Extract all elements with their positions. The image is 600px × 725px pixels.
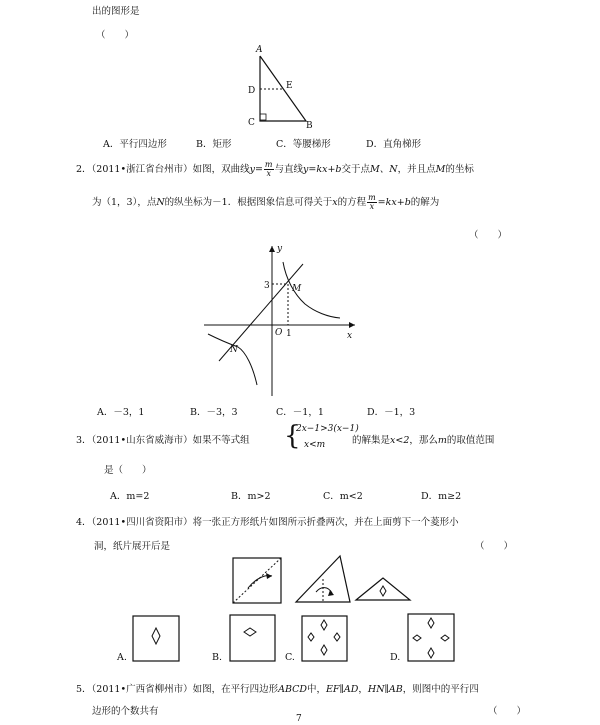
q4-label-c: C. bbox=[285, 652, 295, 663]
label-E: E bbox=[286, 81, 293, 91]
q4-answer-paren: （ ） bbox=[475, 541, 514, 552]
q1-option-c: C．等腰梯形 bbox=[276, 139, 331, 150]
q3-option-a: A．m=2 bbox=[110, 491, 150, 502]
q2-line2: 为（1，3），点N的纵坐标为－1．根据图象信息可得关于x的方程 $\frac{m}{x}$ =kx+b的解为 bbox=[92, 193, 440, 211]
question-continuation: 出的图形是 bbox=[92, 6, 140, 17]
point-label-n: N bbox=[230, 345, 238, 355]
q3-line2: 是（ ） bbox=[104, 465, 152, 476]
q2-option-c: C．－1，1 bbox=[276, 407, 324, 418]
axis-label-x: x bbox=[347, 331, 353, 341]
origin-label: O bbox=[275, 328, 283, 338]
inequality-brace: { bbox=[284, 421, 301, 451]
q1-option-a: A．平行四边形 bbox=[103, 139, 167, 150]
q5-line2: 边形的个数共有 bbox=[92, 706, 159, 717]
q4-line1: 4．（2011•四川省资阳市）将一张正方形纸片如图所示折叠两次，并在上面剪下一个菱形小 bbox=[76, 517, 459, 528]
q3-line1-rest: 的解集是x<2，那么m的取值范围 bbox=[352, 435, 495, 446]
answer-paren: （ ） bbox=[96, 30, 135, 41]
q4-label-d: D. bbox=[390, 652, 401, 663]
q5-answer-paren: （ ） bbox=[488, 706, 527, 717]
label-B: B bbox=[306, 121, 313, 131]
inequality-1: 2x−1>3(x−1) bbox=[296, 424, 359, 434]
label-A: A bbox=[256, 45, 263, 55]
q3-option-c: C．m<2 bbox=[323, 491, 363, 502]
q4-label-a: A. bbox=[117, 652, 127, 663]
axis-label-y: y bbox=[277, 244, 283, 254]
q4-line2: 洞，纸片展开后是 bbox=[94, 541, 171, 552]
tick-label-3: 3 bbox=[264, 281, 270, 291]
q5-line1: 5．（2011•广西省柳州市）如图，在平行四边形ABCD中，EF∥AD，HN∥AB，则图中的平行四 bbox=[76, 684, 479, 695]
q2-option-d: D．－1，3 bbox=[367, 407, 416, 418]
q2-option-b: B．－3，3 bbox=[190, 407, 238, 418]
q3-option-d: D．m≥2 bbox=[421, 491, 462, 502]
q2-option-a: A．－3，1 bbox=[97, 407, 145, 418]
point-label-m: M bbox=[292, 284, 302, 294]
tick-label-1: 1 bbox=[286, 329, 292, 339]
q2-line1: 2．（2011•浙江省台州市）如图，双曲线y= $\frac{m}{x}$ 与直线y=kx+b交于点M、N，并且点M的坐标 bbox=[76, 160, 474, 178]
q4-label-b: B. bbox=[212, 652, 223, 663]
label-C: C bbox=[248, 118, 255, 128]
q1-option-b: B．矩形 bbox=[196, 139, 232, 150]
inequality-2: x<m bbox=[304, 440, 326, 450]
q1-option-d: D．直角梯形 bbox=[366, 139, 422, 150]
q2-answer-paren: （ ） bbox=[469, 230, 508, 241]
q3-line1-prefix: 3．（2011•山东省威海市）如果不等式组 bbox=[76, 435, 250, 446]
page-number: 7 bbox=[296, 714, 302, 724]
label-D: D bbox=[248, 86, 256, 96]
q3-option-b: B．m>2 bbox=[231, 491, 271, 502]
